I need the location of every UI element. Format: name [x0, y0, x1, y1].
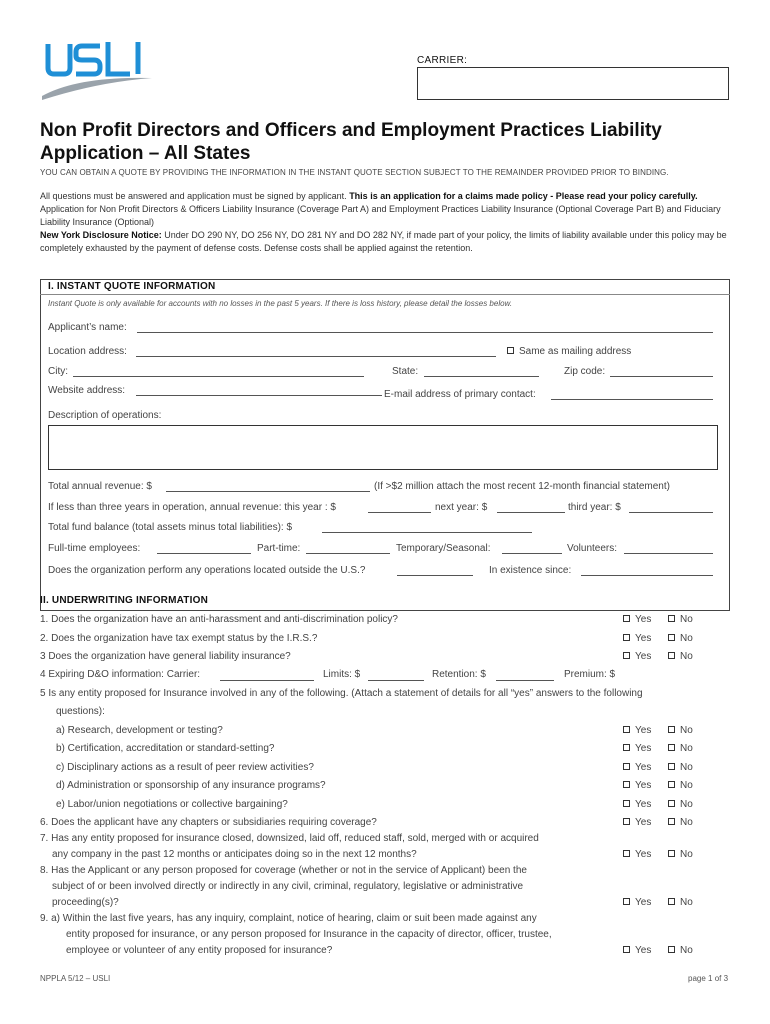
title-line-1: Non Profit Directors and Officers and Employment Practices Liability	[40, 120, 662, 141]
website-label: Website address:	[48, 385, 126, 396]
question-6: 6. Does the applicant have any chapters or subsidiaries requiring coverage?	[40, 817, 377, 828]
volunteers-field[interactable]	[624, 553, 713, 554]
question-8-line-3: proceeding(s)?	[52, 897, 119, 908]
checkbox-icon[interactable]	[623, 898, 630, 905]
checkbox-icon[interactable]	[623, 763, 630, 770]
checkbox-icon[interactable]	[668, 634, 675, 641]
yes-checkbox[interactable]	[623, 651, 651, 662]
section-1-subtitle: Instant Quote is only available for accounts with no losses in the past 5 years. If there is loss history, please detail the losses below.	[48, 299, 513, 308]
no-checkbox[interactable]	[668, 743, 693, 754]
usli-logo	[38, 38, 156, 102]
state-field[interactable]	[424, 376, 539, 377]
question-8-line-1: 8. Has the Applicant or any person proposed for coverage (whether or not in the service of Applicant) been the	[40, 865, 527, 876]
yes-label: Yes	[635, 897, 652, 908]
no-label: No	[680, 651, 693, 662]
question-7-line-2: any company in the past 12 months or anticipates doing so in the next 12 months?	[52, 849, 417, 860]
yes-checkbox[interactable]	[623, 725, 651, 736]
yes-checkbox[interactable]	[623, 799, 651, 810]
checkbox-icon[interactable]	[668, 818, 675, 825]
location-address-label: Location address:	[48, 346, 127, 357]
city-label: City:	[48, 366, 68, 377]
city-field[interactable]	[73, 376, 364, 377]
zip-label: Zip code:	[564, 366, 606, 377]
checkbox-icon[interactable]	[507, 347, 514, 354]
q4-limits-field[interactable]	[368, 680, 424, 681]
question-5-cont: questions):	[56, 706, 105, 717]
question-5e: e) Labor/union negotiations or collective bargaining?	[56, 799, 288, 810]
page-number: page 1 of 3	[688, 974, 729, 983]
description-label: Description of operations:	[48, 410, 162, 421]
question-9-line-2: entity proposed for insurance, or any person proposed for Insurance in the capacity of director, officer, trustee,	[66, 929, 552, 940]
outside-us-label: Does the organization perform any operations located outside the U.S.?	[48, 565, 366, 576]
logo-text: USLI	[38, 38, 41, 39]
yes-label: Yes	[635, 780, 652, 791]
no-checkbox[interactable]	[668, 799, 693, 810]
quote-note: YOU CAN OBTAIN A QUOTE BY PROVIDING THE INFORMATION IN THE INSTANT QUOTE SECTION SUBJECT TO THE REMAINDER PROVIDED PRIOR TO BINDING.	[40, 168, 669, 177]
yes-checkbox[interactable]	[623, 633, 651, 644]
no-label: No	[680, 614, 693, 625]
no-checkbox[interactable]	[668, 897, 693, 908]
email-label: E-mail address of primary contact:	[384, 389, 536, 400]
q4-retention-field[interactable]	[496, 680, 554, 681]
q4-premium-label: Premium: $	[564, 669, 616, 680]
no-checkbox[interactable]	[668, 614, 693, 625]
no-checkbox[interactable]	[668, 762, 693, 773]
revenue-note: (If >$2 million attach the most recent 12-month financial statement)	[374, 481, 670, 492]
state-label: State:	[392, 366, 419, 377]
total-revenue-field[interactable]	[166, 491, 370, 492]
no-label: No	[680, 945, 693, 956]
question-8-line-2: subject of or been involved directly or indirectly in any civil, criminal, regulatory, legislative or administrative	[52, 881, 524, 892]
checkbox-icon[interactable]	[668, 726, 675, 733]
no-checkbox[interactable]	[668, 780, 693, 791]
yes-label: Yes	[635, 614, 652, 625]
yes-checkbox[interactable]	[623, 817, 651, 828]
fulltime-label: Full-time employees:	[48, 543, 141, 554]
next-year-label: next year: $	[435, 502, 488, 513]
q4-carrier-field[interactable]	[220, 680, 314, 681]
title-line-2: Application – All States	[40, 143, 251, 164]
next-year-field[interactable]	[497, 512, 565, 513]
checkbox-icon[interactable]	[623, 946, 630, 953]
outside-us-field[interactable]	[397, 575, 473, 576]
checkbox-icon[interactable]	[668, 652, 675, 659]
checkbox-icon[interactable]	[623, 726, 630, 733]
ny-disclosure-text: Under DO 290 NY, DO 256 NY, DO 281 NY and DO 282 NY, if made part of your policy, the limits of liability available under this policy may be completely exhausted by the payment of defense costs. Defense costs shall be applied against the retention.	[40, 230, 727, 253]
yes-checkbox[interactable]	[623, 849, 651, 860]
question-7-line-1: 7. Has any entity proposed for insurance closed, downsized, laid off, reduced staff, sold, merged with or acquired	[40, 833, 539, 844]
same-as-mailing[interactable]	[507, 346, 631, 357]
parttime-label: Part-time:	[257, 543, 301, 554]
checkbox-icon[interactable]	[623, 615, 630, 622]
temporary-field[interactable]	[502, 553, 562, 554]
no-label: No	[680, 725, 693, 736]
no-label: No	[680, 780, 693, 791]
applicant-name-label: Applicant’s name:	[48, 322, 127, 333]
temporary-label: Temporary/Seasonal:	[396, 543, 491, 554]
intro-bold: This is an application for a claims made policy - Please read your policy carefully.	[349, 191, 698, 201]
this-year-field[interactable]	[368, 512, 431, 513]
yes-label: Yes	[635, 849, 652, 860]
existence-label: In existence since:	[489, 565, 572, 576]
volunteers-label: Volunteers:	[567, 543, 618, 554]
section-1-title: I. INSTANT QUOTE INFORMATION	[48, 281, 216, 292]
question-5c: c) Disciplinary actions as a result of peer review activities?	[56, 762, 314, 773]
no-label: No	[680, 897, 693, 908]
no-label: No	[680, 762, 693, 773]
checkbox-icon[interactable]	[668, 800, 675, 807]
yes-checkbox[interactable]	[623, 945, 651, 956]
less-than-three-label: If less than three years in operation, annual revenue: this year : $	[48, 502, 336, 513]
no-label: No	[680, 849, 693, 860]
yes-label: Yes	[635, 817, 652, 828]
checkbox-icon[interactable]	[668, 615, 675, 622]
checkbox-icon[interactable]	[623, 818, 630, 825]
checkbox-icon[interactable]	[623, 744, 630, 751]
no-checkbox[interactable]	[668, 633, 693, 644]
website-field[interactable]	[136, 395, 382, 396]
yes-checkbox[interactable]	[623, 897, 651, 908]
no-label: No	[680, 743, 693, 754]
ny-disclosure-label: New York Disclosure Notice:	[40, 230, 165, 240]
checkbox-icon[interactable]	[623, 781, 630, 788]
checkbox-icon[interactable]	[623, 634, 630, 641]
checkbox-icon[interactable]	[668, 946, 675, 953]
yes-label: Yes	[635, 743, 652, 754]
checkbox-icon[interactable]	[623, 800, 630, 807]
parttime-field[interactable]	[306, 553, 390, 554]
no-label: No	[680, 633, 693, 644]
yes-label: Yes	[635, 799, 652, 810]
carrier-label: CARRIER:	[417, 55, 468, 66]
third-year-label: third year: $	[568, 502, 621, 513]
yes-label: Yes	[635, 762, 652, 773]
page-title	[40, 119, 740, 165]
checkbox-icon[interactable]	[668, 744, 675, 751]
description-textarea[interactable]	[48, 425, 718, 470]
applicant-name-field[interactable]	[137, 332, 713, 333]
no-checkbox[interactable]	[668, 651, 693, 662]
yes-label: Yes	[635, 633, 652, 644]
question-5: 5 Is any entity proposed for Insurance involved in any of the following. (Attach a statement of details for all “yes” answers to the following	[40, 688, 643, 699]
intro-paragraph	[40, 190, 730, 255]
intro-text-1: All questions must be answered and application must be signed by applicant.	[40, 191, 350, 201]
question-9-line-1: 9. a) Within the last five years, has any inquiry, complaint, notice of hearing, claim or suit been made against any	[40, 913, 537, 924]
yes-label: Yes	[635, 651, 652, 662]
form-id: NPPLA 5/12 – USLI	[40, 974, 111, 983]
question-2: 2. Does the organization have tax exempt status by the I.R.S.?	[40, 633, 318, 644]
email-field[interactable]	[551, 399, 713, 400]
third-year-field[interactable]	[629, 512, 713, 513]
question-5b: b) Certification, accreditation or standard-setting?	[56, 743, 275, 754]
fund-balance-field[interactable]	[322, 532, 532, 533]
question-9-line-3: employee or volunteer of any entity proposed for insurance?	[66, 945, 333, 956]
section-2-title: II. UNDERWRITING INFORMATION	[40, 595, 208, 606]
yes-label: Yes	[635, 945, 652, 956]
no-label: No	[680, 817, 693, 828]
yes-checkbox[interactable]	[623, 743, 651, 754]
zip-field[interactable]	[610, 376, 713, 377]
checkbox-icon[interactable]	[668, 781, 675, 788]
no-checkbox[interactable]	[668, 945, 693, 956]
no-checkbox[interactable]	[668, 817, 693, 828]
checkbox-icon[interactable]	[623, 850, 630, 857]
same-as-mailing-label: Same as mailing address	[519, 346, 632, 357]
no-checkbox[interactable]	[668, 725, 693, 736]
question-1: 1. Does the organization have an anti-harassment and anti-discrimination policy?	[40, 614, 398, 625]
yes-checkbox[interactable]	[623, 762, 651, 773]
existence-field[interactable]	[581, 575, 713, 576]
total-revenue-label: Total annual revenue: $	[48, 481, 152, 492]
yes-checkbox[interactable]	[623, 780, 651, 791]
location-address-field[interactable]	[136, 356, 496, 357]
question-4: 4 Expiring D&O information: Carrier:	[40, 669, 201, 680]
no-checkbox[interactable]	[668, 849, 693, 860]
carrier-input-box[interactable]	[417, 67, 729, 100]
checkbox-icon[interactable]	[623, 652, 630, 659]
fulltime-field[interactable]	[157, 553, 251, 554]
yes-checkbox[interactable]	[623, 614, 651, 625]
checkbox-icon[interactable]	[668, 763, 675, 770]
intro-text-2: Application for Non Profit Directors & Officers Liability Insurance (Coverage Part A) and Employment Practices Liability Insurance (Optional Coverage Part B) and Fiduciary Liability Insurance (Optional)	[40, 204, 721, 227]
question-5d: d) Administration or sponsorship of any insurance programs?	[56, 780, 326, 791]
checkbox-icon[interactable]	[668, 898, 675, 905]
question-5a: a) Research, development or testing?	[56, 725, 223, 736]
checkbox-icon[interactable]	[668, 850, 675, 857]
q4-limits-label: Limits: $	[323, 669, 361, 680]
fund-balance-label: Total fund balance (total assets minus total liabilities): $	[48, 522, 293, 533]
question-3: 3 Does the organization have general liability insurance?	[40, 651, 291, 662]
yes-label: Yes	[635, 725, 652, 736]
no-label: No	[680, 799, 693, 810]
q4-retention-label: Retention: $	[432, 669, 486, 680]
